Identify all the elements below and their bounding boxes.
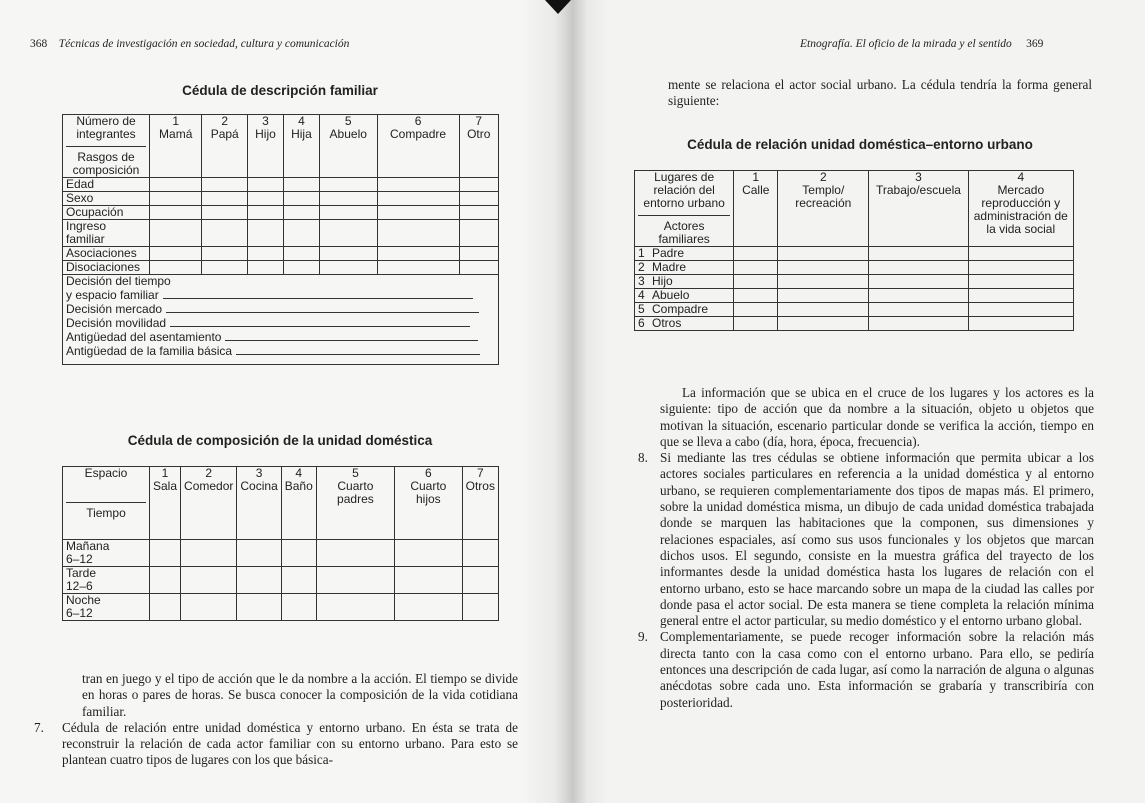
row-label: [63, 594, 150, 621]
column-label: Otro: [467, 127, 491, 141]
item-7-text: Cédula de relación entre unidad doméstica y entorno urbano. En ésta se trata de reconstruir la relación de cada actor familiar con su entorno urbano. Para esto se plantean cuatro tipos de lugares con los que básica-: [62, 719, 518, 768]
column-label: Trabajo/escuela: [875, 183, 961, 197]
table-cell: [377, 261, 459, 275]
table-cell: [734, 303, 778, 317]
right-page-number: 369: [1026, 38, 1044, 50]
column-number: 4: [298, 114, 305, 128]
right-body-text: [638, 385, 1094, 711]
table2-column-header: [281, 467, 316, 540]
actor-label: Hijo: [652, 274, 673, 288]
table-cell: [778, 275, 869, 289]
table1-title: Cédula de descripción familiar: [182, 83, 378, 98]
table-cell: [247, 178, 283, 192]
corner-bottom-label: Actores familiares: [638, 215, 730, 246]
table-cell: [237, 540, 281, 567]
column-number: 5: [344, 114, 352, 128]
footer-line: [66, 330, 495, 344]
column-number: 2: [221, 114, 229, 128]
table-cell: [316, 567, 394, 594]
time-range: 12–6: [66, 579, 93, 593]
column-number: 3: [255, 466, 263, 480]
table-cell: [459, 261, 499, 275]
item-9-text: Complementariamente, se puede recoger información sobre la relación más directa tanto con la casa como con el entorno urbano. Para ello, se pediría entonces una descripción de cada lugar, así como la narración de alguna o algunas anécdotas sobre cada uno. Esta información se grabaría y transcribiría con posterioridad.: [660, 629, 1094, 710]
table-cell: [319, 192, 377, 206]
table-cell: [247, 261, 283, 275]
table-row: [635, 275, 1074, 289]
footer-line-label: Decisión mercado: [66, 302, 163, 316]
table-cell: [377, 206, 459, 220]
table2-corner-cell: [63, 467, 150, 540]
table-cell: [459, 220, 499, 247]
right-running-title: Etnografía. El oficio de la mirada y el sentido: [800, 38, 1012, 50]
row-label: [63, 567, 150, 594]
column-number: 6: [424, 466, 432, 480]
column-label: Mercado reproducción y administración de la vida social: [973, 183, 1068, 236]
corner-bottom-label: Rasgos de composición: [66, 146, 146, 177]
time-range: 6–12: [66, 606, 93, 620]
table1-footer-row: [63, 275, 499, 365]
column-label: Compadre: [390, 127, 447, 141]
time-label: Mañana: [66, 539, 110, 553]
column-label: Cocina: [240, 479, 278, 493]
table1-footer-cell: [63, 275, 499, 365]
table2-column-header: [316, 467, 394, 540]
right-running-header: [800, 38, 1043, 50]
column-label: Sala: [153, 479, 178, 493]
table2-column-header: [462, 467, 498, 540]
row-label: Ingreso familiar: [63, 220, 150, 247]
row-label: [635, 247, 734, 261]
table-cell: [968, 275, 1073, 289]
table-cell: [150, 220, 202, 247]
column-number: 7: [475, 114, 483, 128]
table1-corner-cell: [63, 115, 150, 178]
domestic-urban-relation-table: [634, 170, 1074, 331]
table3-column-header: [778, 171, 869, 247]
table-cell: [202, 261, 248, 275]
table-cell: [181, 594, 237, 621]
table-cell: [283, 178, 319, 192]
table2-title: Cédula de composición de la unidad doméstica: [127, 433, 433, 448]
row-label: [635, 317, 734, 331]
footer-line-label: Antigüedad de la familia básica: [66, 344, 233, 358]
column-label: Comedor: [184, 479, 234, 493]
fill-in-line: [163, 288, 473, 299]
table-cell: [459, 192, 499, 206]
footer-line-label: Antigüedad del asentamiento: [66, 330, 222, 344]
table1-column-header: [283, 115, 319, 178]
table-cell: [150, 594, 181, 621]
table-row: [63, 192, 499, 206]
column-label: Cuarto padres: [337, 479, 374, 506]
column-label: Baño: [284, 479, 313, 493]
row-label: Ocupación: [63, 206, 150, 220]
row-label: [63, 540, 150, 567]
corner-top-label: Número de integrantes: [76, 114, 136, 141]
table-cell: [237, 594, 281, 621]
row-label: [635, 261, 734, 275]
table-cell: [459, 178, 499, 192]
table-cell: [283, 192, 319, 206]
table-cell: [462, 567, 498, 594]
row-label: [635, 275, 734, 289]
column-number: 1: [752, 170, 760, 184]
table-cell: [316, 594, 394, 621]
table-row: [63, 220, 499, 247]
table-row: [635, 317, 1074, 331]
table-cell: [968, 317, 1073, 331]
table2-header-row: [63, 467, 499, 540]
column-number: 2: [205, 466, 213, 480]
table-cell: [319, 206, 377, 220]
row-number: 6: [638, 316, 645, 330]
column-number: 3: [915, 170, 922, 184]
family-description-table: [62, 114, 499, 365]
footer-line: [66, 316, 495, 330]
column-number: 3: [262, 114, 269, 128]
table2-body: [63, 467, 499, 621]
column-number: 5: [352, 466, 359, 480]
table-cell: [319, 247, 377, 261]
left-running-header: [30, 38, 349, 50]
table-cell: [395, 567, 463, 594]
table-cell: [247, 247, 283, 261]
table-cell: [778, 261, 869, 275]
table-cell: [319, 261, 377, 275]
table-cell: [462, 594, 498, 621]
row-label: Disociaciones: [63, 261, 150, 275]
column-label: Cuarto hijos: [410, 479, 447, 506]
table-row: [63, 540, 499, 567]
table3-column-header: [968, 171, 1073, 247]
table-cell: [395, 540, 463, 567]
column-label: Abuelo: [329, 127, 367, 141]
row-number: 5: [638, 302, 645, 316]
table-row: [63, 567, 499, 594]
table-row: [635, 289, 1074, 303]
table-cell: [459, 206, 499, 220]
table-cell: [869, 275, 968, 289]
table-cell: [778, 303, 869, 317]
table-cell: [247, 220, 283, 247]
table-cell: [968, 303, 1073, 317]
row-number: 4: [638, 288, 645, 302]
actor-label: Madre: [652, 260, 687, 274]
fill-in-line: [166, 302, 479, 313]
table-row: [635, 261, 1074, 275]
column-label: Calle: [742, 183, 770, 197]
table-cell: [968, 247, 1073, 261]
table-cell: [869, 289, 968, 303]
footer-line-label: Decisión del tiempo: [66, 274, 171, 288]
table-cell: [237, 567, 281, 594]
row-label: [635, 303, 734, 317]
table-row: [63, 206, 499, 220]
table-cell: [377, 247, 459, 261]
table-cell: [283, 247, 319, 261]
table-cell: [869, 261, 968, 275]
table-cell: [181, 567, 237, 594]
left-body-text: [34, 671, 518, 769]
item-8-text: Si mediante las tres cédulas se obtiene información que permita ubicar a los actores sociales particulares en referencia a la unidad doméstica y al entorno urbano, se requieren complementariamente dos tipos de mapas más. El primero, sobre la unidad doméstica misma, un dibujo de cada unidad doméstica trabajada donde se marquen las habitaciones que la componen, sus dimensiones y relaciones espaciales, así como sus usos funcionales y los objetos que marcan dichos usos. El segundo, consiste en la muestra gráfica del trayecto de los informantes desde la unidad doméstica hasta los lugares de relación con el entorno urbano, esto se hace marcando sobre un mapa de la ciudad las calles por donde pasa el actor social. De esta manera se tiene completa la relación mínima general entre el actor particular, su medio doméstico y el entorno urbano global.: [660, 450, 1094, 629]
column-number: 2: [819, 170, 827, 184]
table1-column-header: [202, 115, 248, 178]
table2-column-header: [150, 467, 181, 540]
actor-label: Otros: [652, 316, 682, 330]
item-number: 9.: [638, 629, 648, 645]
info-paragraph: La información que se ubica en el cruce de los lugares y los actores es la siguiente: tipo de acción que da nombre a la situación, objeto u objetos que motivan la situación, escenario particular donde se verifica la acción, tiempo en que se lleva a cabo (día, hora, época, frecuencia).: [660, 385, 1094, 449]
row-label: [635, 289, 734, 303]
table1-column-header: [319, 115, 377, 178]
corner-top-label: Espacio: [84, 466, 128, 480]
table-cell: [778, 317, 869, 331]
table1-column-header: [459, 115, 499, 178]
table-cell: [202, 220, 248, 247]
footer-line-label: Decisión movilidad: [66, 316, 167, 330]
table3-column-header: [869, 171, 968, 247]
row-label: Asociaciones: [63, 247, 150, 261]
table-cell: [377, 192, 459, 206]
table-cell: [202, 192, 248, 206]
left-running-title: Técnicas de investigación en sociedad, cultura y comunicación: [58, 38, 350, 50]
table-cell: [377, 220, 459, 247]
table-cell: [734, 261, 778, 275]
right-intro-text: mente se relaciona el actor social urbano. La cédula tendría la forma general siguiente:: [668, 77, 1092, 109]
table1-header-row: [63, 115, 499, 178]
table1-column-header: [247, 115, 283, 178]
row-label: Edad: [63, 178, 150, 192]
table-cell: [247, 192, 283, 206]
table-cell: [283, 206, 319, 220]
column-number: 4: [295, 466, 303, 480]
table3-header-row: [635, 171, 1074, 247]
table-cell: [377, 178, 459, 192]
list-item-8: [638, 450, 1094, 629]
book-spine-mark: [545, 0, 571, 14]
table-cell: [734, 289, 778, 303]
table-cell: [319, 178, 377, 192]
footer-line: [66, 302, 495, 316]
table-cell: [150, 178, 202, 192]
left-page-number: 368: [30, 38, 48, 50]
table-cell: [778, 247, 869, 261]
table1-column-header: [377, 115, 459, 178]
table-cell: [968, 289, 1073, 303]
column-label: Templo/ recreación: [795, 183, 852, 210]
domestic-unit-composition-table: [62, 466, 499, 621]
table-cell: [734, 317, 778, 331]
fill-in-line: [236, 344, 480, 355]
column-number: 4: [1017, 170, 1025, 184]
table-cell: [281, 540, 316, 567]
list-item-7: [34, 719, 518, 769]
column-number: 6: [414, 114, 422, 128]
table-cell: [150, 261, 202, 275]
time-label: Noche: [66, 593, 101, 607]
table1-column-header: [150, 115, 202, 178]
table3-corner-cell: [635, 171, 734, 247]
row-label: Sexo: [63, 192, 150, 206]
table-cell: [181, 540, 237, 567]
column-label: Otros: [465, 479, 495, 493]
column-label: Hijo: [255, 127, 276, 141]
table1-body: [63, 115, 499, 365]
table-cell: [395, 594, 463, 621]
table-cell: [150, 206, 202, 220]
row-number: 2: [638, 260, 645, 274]
table-cell: [281, 567, 316, 594]
table-cell: [778, 289, 869, 303]
table-cell: [734, 275, 778, 289]
item-number: 7.: [34, 719, 44, 735]
footer-line: [66, 288, 495, 302]
column-label: Mamá: [159, 127, 193, 141]
table-cell: [247, 206, 283, 220]
column-label: Hija: [291, 127, 312, 141]
table-cell: [202, 206, 248, 220]
table-cell: [283, 220, 319, 247]
table3-title: Cédula de relación unidad doméstica–entorno urbano: [687, 137, 1033, 152]
column-number: 7: [476, 466, 484, 480]
actor-label: Compadre: [652, 302, 709, 316]
table-cell: [202, 247, 248, 261]
row-number: 1: [638, 246, 645, 260]
fill-in-line: [170, 316, 470, 327]
corner-bottom-label: Tiempo: [66, 502, 146, 520]
table-cell: [150, 192, 202, 206]
row-number: 3: [638, 274, 645, 288]
list-item-9: [638, 629, 1094, 710]
left-paragraph: tran en juego y el tipo de acción que le da nombre a la acción. El tiempo se divide en horas o pares de horas. Se busca conocer la composición de la vida cotidiana familiar.: [82, 671, 518, 719]
table-cell: [459, 247, 499, 261]
table-row: [63, 261, 499, 275]
table-cell: [150, 540, 181, 567]
time-label: Tarde: [66, 566, 97, 580]
table-cell: [150, 567, 181, 594]
table-cell: [150, 247, 202, 261]
table-cell: [281, 594, 316, 621]
table-row: [63, 594, 499, 621]
table-cell: [734, 247, 778, 261]
table-cell: [869, 303, 968, 317]
table-cell: [968, 261, 1073, 275]
corner-top-label: Lugares de relación del entorno urbano: [643, 170, 725, 210]
table-row: [63, 178, 499, 192]
column-number: 1: [161, 466, 169, 480]
table-cell: [283, 261, 319, 275]
column-label: Papá: [210, 127, 239, 141]
table-cell: [462, 540, 498, 567]
actor-label: Padre: [652, 246, 685, 260]
table3-column-header: [734, 171, 778, 247]
actor-label: Abuelo: [652, 288, 690, 302]
table2-column-header: [181, 467, 237, 540]
table2-column-header: [395, 467, 463, 540]
table3-body: [635, 171, 1074, 331]
table-cell: [202, 178, 248, 192]
footer-line-label: y espacio familiar: [66, 288, 159, 302]
item-number: 8.: [638, 450, 648, 466]
table-cell: [869, 317, 968, 331]
table2-column-header: [237, 467, 281, 540]
table-cell: [319, 220, 377, 247]
time-range: 6–12: [66, 552, 93, 566]
table-row: [635, 303, 1074, 317]
table-row: [63, 247, 499, 261]
footer-line: [66, 344, 495, 358]
table-row: [635, 247, 1074, 261]
table-cell: [869, 247, 968, 261]
fill-in-line: [225, 330, 478, 341]
table-cell: [316, 540, 394, 567]
footer-line: [66, 275, 495, 288]
column-number: 1: [172, 114, 180, 128]
